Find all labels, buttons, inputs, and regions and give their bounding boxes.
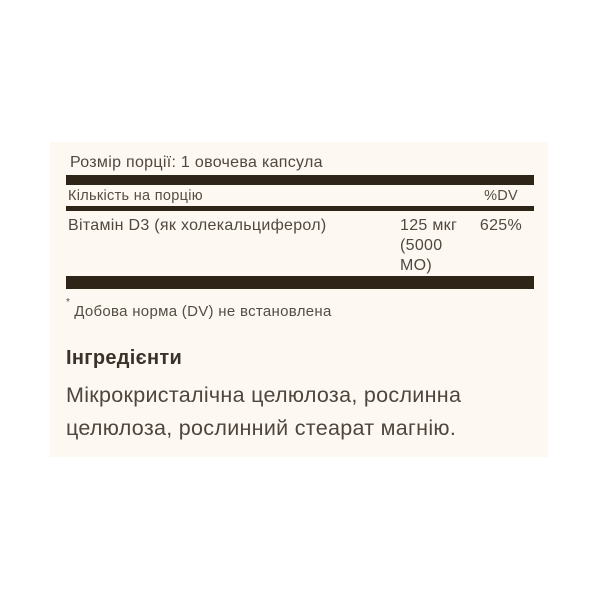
supplement-facts-panel bbox=[50, 142, 548, 457]
nutrient-amount: 125 мкг (5000 МО) bbox=[400, 217, 458, 274]
dv-column-header: %DV bbox=[484, 188, 518, 204]
nutrient-dv-value: 625% bbox=[479, 217, 522, 234]
amount-per-serving-label: Кількість на порцію bbox=[68, 188, 203, 204]
ingredients-text: Мікрокристалічна целюлоза, рослинна целюлоза, рослинний стеарат магнію. bbox=[66, 383, 462, 440]
serving-size-text: Розмір порції: 1 овочева капсула bbox=[70, 154, 323, 171]
divider-thick-bottom bbox=[66, 276, 534, 289]
dv-footnote bbox=[66, 299, 534, 321]
divider-thick-top bbox=[66, 175, 534, 185]
table-header-row bbox=[66, 185, 534, 206]
footnote-asterisk: * bbox=[66, 297, 71, 308]
ingredients-title: Інгредієнти bbox=[66, 347, 183, 369]
table-row bbox=[66, 211, 534, 276]
nutrient-name: Вітамін D3 (як холекальциферол) bbox=[68, 217, 327, 234]
footnote-text: Добова норма (DV) не встановлена bbox=[74, 303, 332, 320]
